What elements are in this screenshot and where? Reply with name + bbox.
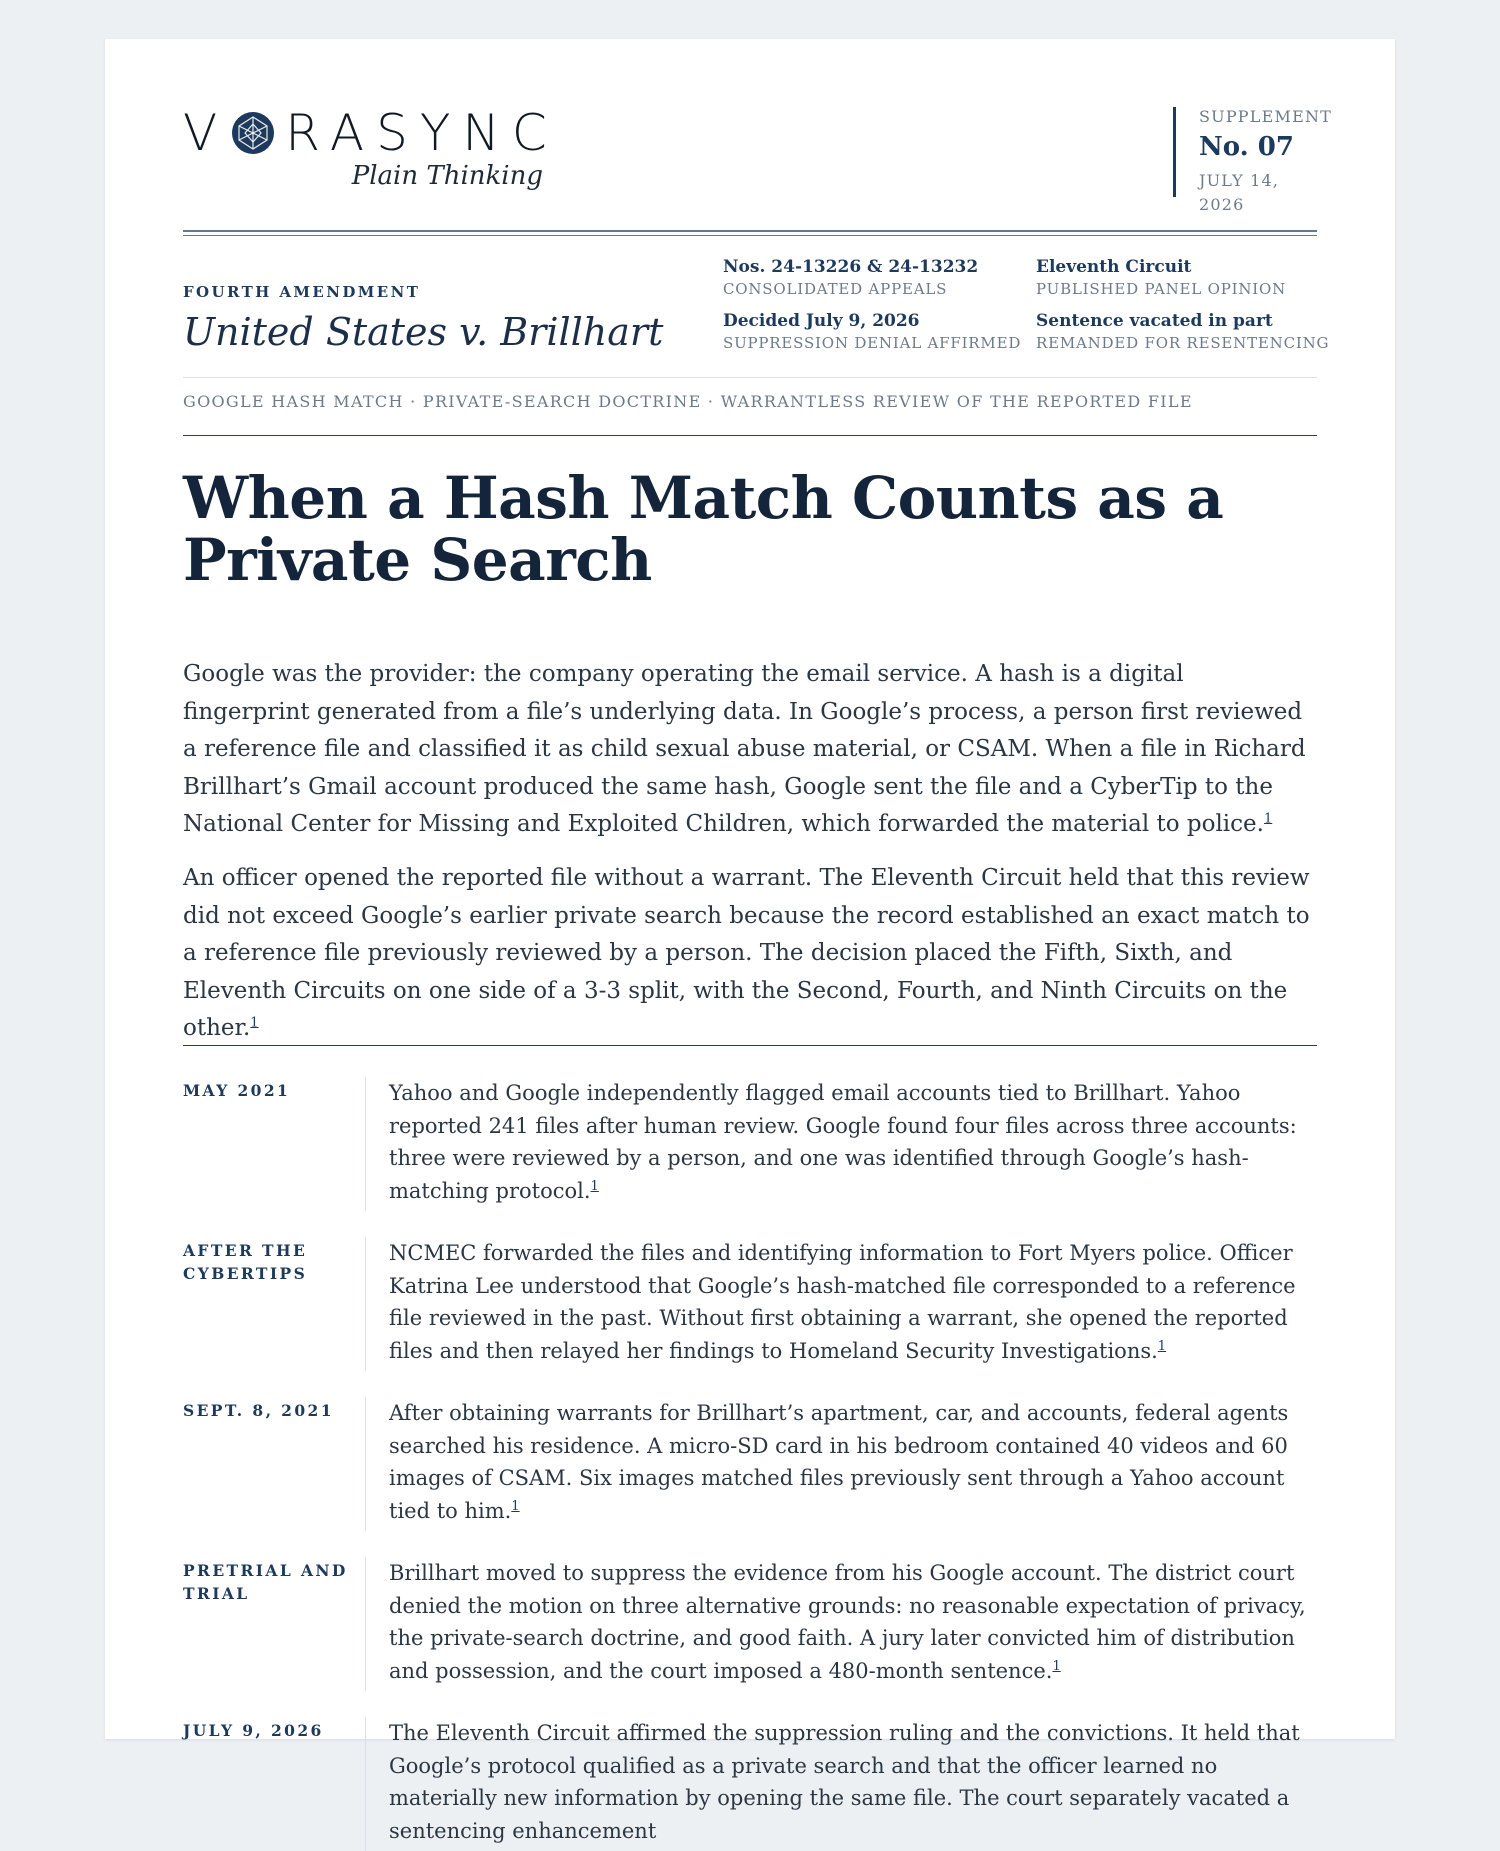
- court-sub: PUBLISHED PANEL OPINION: [1036, 280, 1287, 298]
- decided-sub: SUPPRESSION DENIAL AFFIRMED: [723, 334, 1022, 352]
- footnote-link[interactable]: 1: [250, 1015, 259, 1031]
- timeline-text: NCMEC forwarded the files and identifying information to Fort Myers police. Officer Katrina Lee understood that Google’s hash-matched file corresponded to a reference file reviewed in the past. Without first obtaining a warrant, she opened the reported files and then relayed her findings to Homeland Security Investigations.$^1$: [365, 1237, 1317, 1371]
- vorasync-logo: [183, 104, 559, 225]
- timeline: [183, 1077, 1317, 1851]
- timeline-entry: [183, 1557, 1317, 1691]
- decided-date: Decided July 9, 2026: [723, 311, 920, 331]
- case-meta-docket: [723, 255, 1021, 353]
- timeline-entry: [183, 1397, 1317, 1531]
- timeline-text: Brillhart moved to suppress the evidence from his Google account. The district court denied the motion on three alternative grounds: no reasonable expectation of privacy, the private-search doctrine, and good faith. A jury later convicted him of distribution and possession, and the court imposed a 480-month sentence.$^1$: [365, 1557, 1317, 1691]
- outcome: Sentence vacated in part: [1036, 311, 1273, 331]
- logo-letter: V: [183, 104, 230, 162]
- timeline-date: AFTER THE CYBERTIPS: [183, 1241, 308, 1283]
- headline: When a Hash Match Counts as a Private Search: [183, 464, 1224, 594]
- supplement-label: SUPPLEMENT: [1199, 107, 1333, 126]
- case-meta-court: [1036, 255, 1329, 353]
- divider: [183, 435, 1317, 436]
- logo-wordmark: RASYNC: [285, 104, 559, 162]
- supplement-date: JULY 14, 2026: [1199, 171, 1280, 214]
- timeline-date: SEPT. 8, 2021: [183, 1401, 334, 1420]
- docket-sub: CONSOLIDATED APPEALS: [723, 280, 948, 298]
- timeline-date: JULY 9, 2026: [183, 1721, 324, 1740]
- lede-paragraph-2: [183, 860, 1317, 1048]
- court-name: Eleventh Circuit: [1036, 257, 1192, 277]
- globe-icon: [231, 111, 275, 155]
- supplement-number: No. 07: [1199, 132, 1294, 162]
- timeline-text: After obtaining warrants for Brillhart’s apartment, car, and accounts, federal agents searched his residence. A micro-SD card in his bedroom contained 40 videos and 60 images of CSAM. Six images matched files previously sent through a Yahoo account tied to him.$^1$: [365, 1397, 1317, 1531]
- timeline-entry: [183, 1077, 1317, 1211]
- lede-text: An officer opened the reported file without a warrant. The Eleventh Circuit held that this review did not exceed Google’s earlier private search because the record established an exact match to a reference file previously reviewed by a person. The decision placed the Fifth, Sixth, and Eleventh Circuits on one side of a 3-3 split, with the Second, Fourth, and Ninth Circuits on the other.: [183, 865, 1310, 1041]
- supplement-box: [1173, 107, 1333, 214]
- docket-number: Nos. 24-13226 & 24-13232: [723, 257, 979, 277]
- section-label: FOURTH AMENDMENT: [183, 283, 421, 301]
- footnote-link[interactable]: 1: [1157, 1338, 1167, 1354]
- footnote-link[interactable]: 1: [1052, 1658, 1061, 1674]
- timeline-date: MAY 2021: [183, 1081, 291, 1100]
- divider: [183, 1045, 1317, 1046]
- timeline-text: Yahoo and Google independently flagged email accounts tied to Brillhart. Yahoo reported 241 files after human review. Google found four files across three accounts: three were reviewed by a person, and one was identified through Google’s hash-matching protocol.$^1$: [365, 1077, 1317, 1211]
- lede-text: Google was the provider: the company operating the email service. A hash is a digital fingerprint generated from a file’s underlying data. In Google’s process, a person first reviewed a reference file and classified it as child sexual abuse material, or CSAM. When a file in Richard Brillhart’s Gmail account produced the same hash, Google sent the file and a CyberTip to the National Center for Missing and Exploited Children, which forwarded the material to police.: [183, 661, 1306, 837]
- footnote-link[interactable]: 1: [511, 1498, 520, 1514]
- divider: [183, 377, 1317, 378]
- timeline-text: The Eleventh Circuit affirmed the suppression ruling and the convictions. It held that Google’s protocol qualified as a private search and that the officer learned no materially new information by opening the same file. The court separately vacated a sentencing enhancement: [365, 1717, 1317, 1851]
- logo-tagline: Plain Thinking: [351, 161, 543, 191]
- lede-paragraph-1: [183, 656, 1317, 844]
- document-page: [105, 39, 1395, 1843]
- timeline-entry: [183, 1237, 1317, 1371]
- masthead-divider: [183, 230, 1317, 236]
- footnote-link[interactable]: 1: [1263, 811, 1273, 827]
- topic-tags: GOOGLE HASH MATCH · PRIVATE-SEARCH DOCTRINE · WARRANTLESS REVIEW OF THE REPORTED FILE: [183, 392, 1193, 411]
- timeline-entry: [183, 1717, 1317, 1851]
- timeline-date: PRETRIAL AND TRIAL: [183, 1561, 348, 1603]
- case-name: United States v. Brillhart: [183, 310, 664, 354]
- outcome-sub: REMANDED FOR RESENTENCING: [1036, 334, 1330, 352]
- footnote-link[interactable]: 1: [590, 1178, 599, 1194]
